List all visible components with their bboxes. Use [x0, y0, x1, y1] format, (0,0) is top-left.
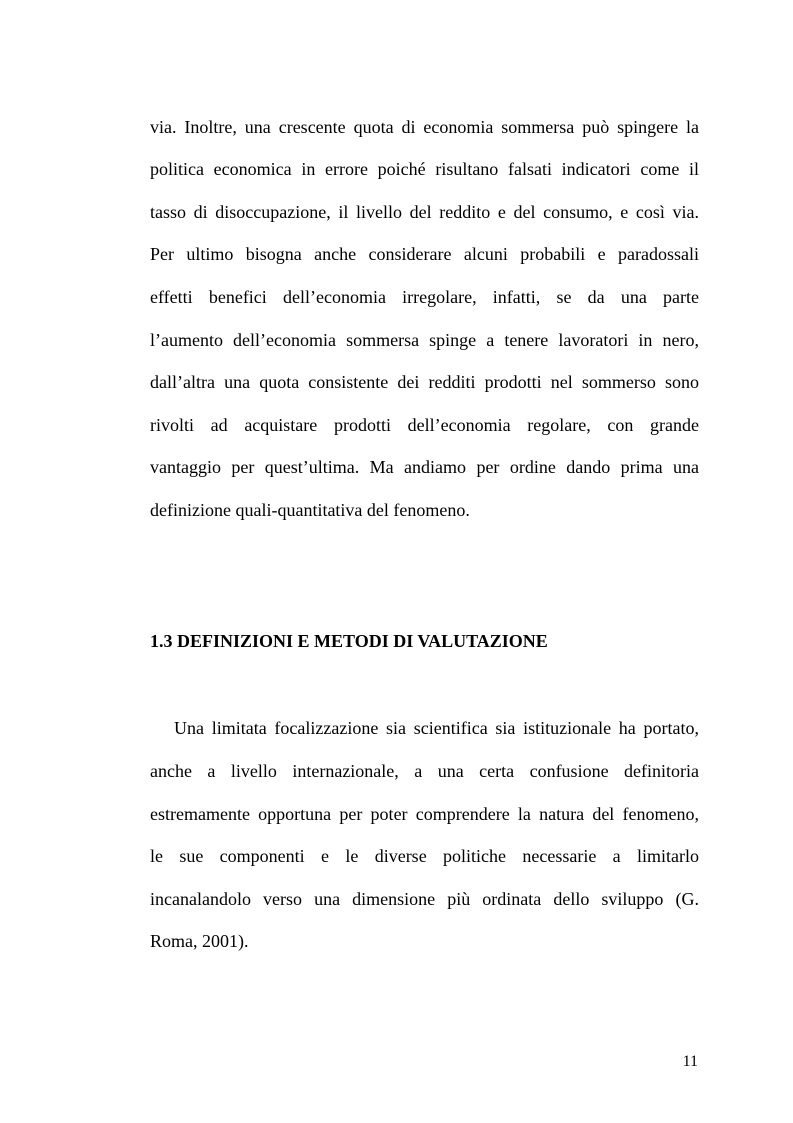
text-line: incanalandolo verso una dimensione più ordinata dello sviluppo (G.	[150, 889, 699, 909]
text-line: anche a livello internazionale, a una certa confusione definitoria	[150, 761, 699, 781]
text-line: Una limitata focalizzazione sia scientifica sia istituzionale ha portato,	[174, 718, 699, 738]
text-line: Roma, 2001).	[150, 931, 249, 951]
text-line: tasso di disoccupazione, il livello del reddito e del consumo, e così via.	[150, 202, 699, 222]
text-line: vantaggio per quest’ultima. Ma andiamo per ordine dando prima una	[150, 457, 699, 477]
section-heading: 1.3 DEFINIZIONI E METODI DI VALUTAZIONE	[150, 631, 548, 651]
text-line: definizione quali-quantitativa del fenomeno.	[150, 500, 470, 520]
text-line: le sue componenti e le diverse politiche necessarie a limitarlo	[150, 846, 699, 866]
page-number: 11	[682, 1053, 698, 1070]
text-line: dall’altra una quota consistente dei redditi prodotti nel sommerso sono	[150, 372, 699, 392]
text-line: effetti benefici dell’economia irregolare, infatti, se da una parte	[150, 287, 699, 307]
text-line: l’aumento dell’economia sommersa spinge a tenere lavoratori in nero,	[150, 330, 699, 350]
text-line: estremamente opportuna per poter comprendere la natura del fenomeno,	[150, 804, 699, 824]
text-line: Per ultimo bisogna anche considerare alcuni probabili e paradossali	[150, 244, 699, 264]
text-line: via. Inoltre, una crescente quota di economia sommersa può spingere la	[150, 117, 699, 137]
text-line: politica economica in errore poiché risultano falsati indicatori come il	[150, 159, 699, 179]
text-line: rivolti ad acquistare prodotti dell’economia regolare, con grande	[150, 415, 699, 435]
